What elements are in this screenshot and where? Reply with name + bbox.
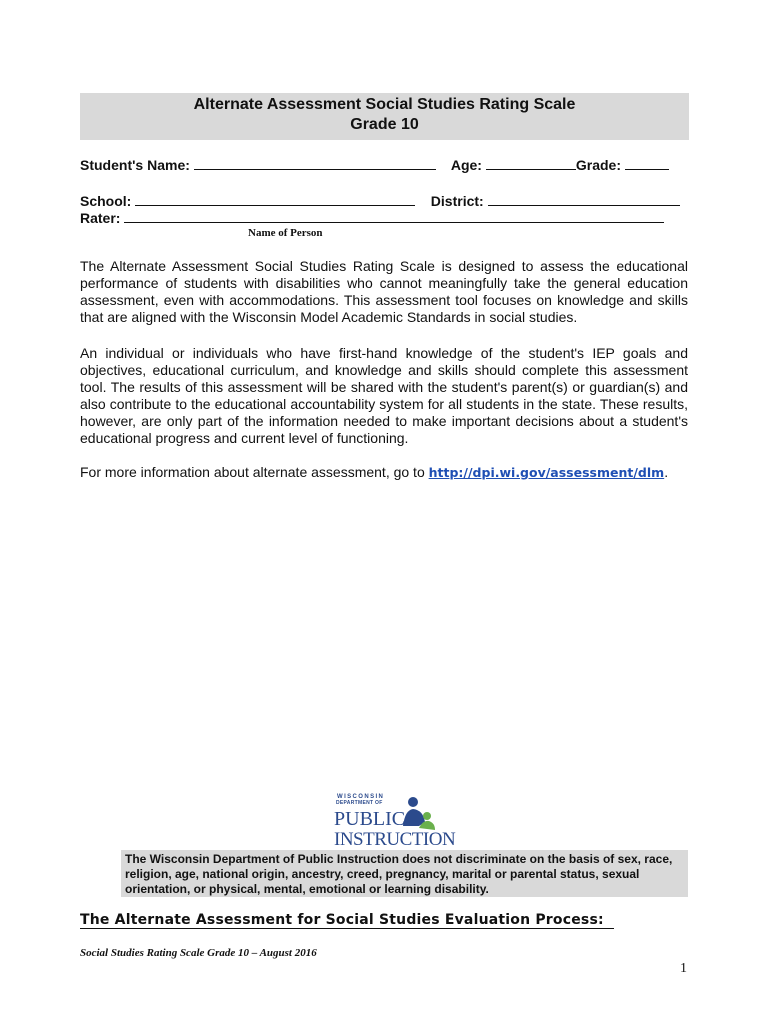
- dlm-link[interactable]: http://dpi.wi.gov/assessment/dlm: [428, 465, 665, 480]
- grade-label: Grade:: [575, 157, 621, 173]
- more-info-paragraph: [80, 464, 688, 481]
- page-number: 1: [680, 961, 687, 976]
- section-heading-text: The Alternate Assessment for Social Studies Evaluation Process:: [80, 912, 614, 929]
- dpi-logo: [333, 792, 456, 850]
- page-footer: Social Studies Rating Scale Grade 10 – August 2016: [80, 947, 317, 959]
- student-name-label: Student's Name:: [80, 157, 190, 173]
- intro-paragraph: The Alternate Assessment Social Studies Rating Scale is designed to assess the educational performance of students with disabilities who cannot meaningfully take the general education assessment, even with accommodations. This assessment tool focuses on knowledge and skills that are aligned with the Wisconsin Model Academic Standards in social studies.: [80, 258, 688, 325]
- district-field[interactable]: [488, 192, 680, 206]
- name-of-person-caption: Name of Person: [248, 227, 323, 239]
- logo-instruction: INSTRUCTION: [334, 829, 456, 850]
- grade-field[interactable]: [625, 156, 669, 170]
- student-info-row: [80, 156, 669, 174]
- school-field[interactable]: [135, 192, 415, 206]
- school-info-row: [80, 192, 680, 210]
- rater-label: Rater:: [80, 210, 121, 226]
- student-name-field[interactable]: [194, 156, 436, 170]
- document-title: Alternate Assessment Social Studies Rating Scale: [193, 96, 576, 113]
- more-info-suffix: .: [664, 464, 669, 480]
- title-box: [80, 93, 689, 140]
- document-grade: Grade 10: [350, 116, 419, 133]
- rater-field[interactable]: [124, 209, 664, 223]
- logo-department: DEPARTMENT OF: [336, 800, 383, 806]
- rater-row: [80, 209, 664, 227]
- age-label: Age:: [450, 157, 482, 173]
- school-label: School:: [80, 193, 132, 209]
- dpi-logo-graphic: [333, 792, 456, 850]
- more-info-prefix: For more information about alternate assessment, go to: [80, 464, 429, 480]
- section-heading: [80, 912, 614, 928]
- non-discrimination-notice: The Wisconsin Department of Public Instruction does not discriminate on the basis of sex, race, religion, age, national origin, ancestry, creed, pregnancy, marital or parental status, sexual orientation, or physical, mental, emotional or learning disability.: [121, 850, 688, 897]
- logo-figures-icon: [403, 797, 435, 830]
- age-field[interactable]: [486, 156, 576, 170]
- district-label: District:: [430, 193, 484, 209]
- logo-wisconsin: WISCONSIN: [337, 794, 385, 800]
- rater-paragraph: An individual or individuals who have first-hand knowledge of the student's IEP goals and objectives, educational curriculum, and knowledge and skills should complete this assessment tool. The results of this assessment will be shared with the student's parent(s) or guardian(s) and also contribute to the educational accountability system for all students in the state. These results, however, are only part of the information needed to make important decisions about a student's educational progress and current level of functioning.: [80, 345, 688, 446]
- logo-public: PUBLIC: [334, 808, 406, 830]
